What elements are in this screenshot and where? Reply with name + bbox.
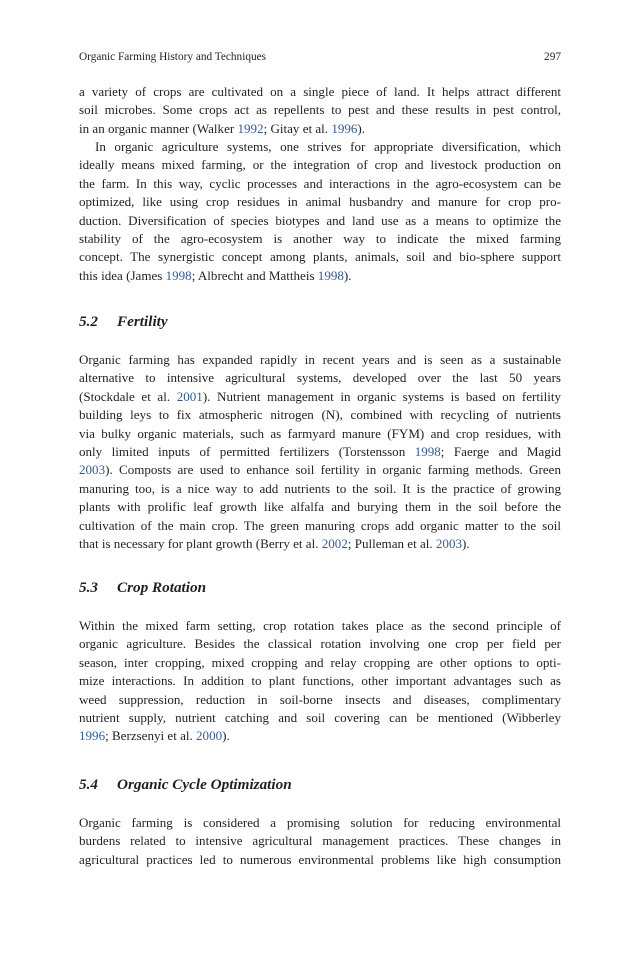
- citation-link[interactable]: 1992: [237, 120, 264, 136]
- text-line: only limited inputs of permitted fertilizers (Torstensson 1998; Faerge and Magid: [79, 443, 561, 459]
- section-number: 5.3: [79, 579, 98, 596]
- citation-link[interactable]: 1998: [414, 443, 441, 459]
- section-title: Fertility: [117, 313, 168, 330]
- text-line: Organic farming is considered a promising solution for reducing environmental: [79, 815, 561, 830]
- text-line: mize interactions. In addition to plant functions, other important advantages such as: [79, 673, 561, 689]
- text-line: agricultural practices led to numerous environmental problems like high consumption: [79, 851, 561, 867]
- paragraph-fertility: [79, 351, 561, 553]
- text-line: in an organic manner (Walker 1992; Gitay et al. 1996).: [79, 120, 366, 136]
- section-number: 5.4: [79, 776, 98, 793]
- citation-link[interactable]: 2003: [79, 462, 106, 478]
- text-line: nutrient supply, nutrient catching and soil covering can be mentioned (Wibberley: [79, 709, 561, 725]
- text-line: that is necessary for plant growth (Berry et al. 2002; Pulleman et al. 2003).: [79, 535, 470, 551]
- text-line: weed suppression, reduction in soil-borne insects and diseases, complimentary: [79, 691, 561, 707]
- running-head-title: Organic Farming History and Techniques: [79, 51, 267, 63]
- citation-link[interactable]: 1998: [165, 267, 192, 283]
- text-line: optimized, like using crop residues in animal husbandry and manure for crop pro-: [79, 194, 561, 210]
- paragraph-crop-rotation: [79, 617, 561, 746]
- text-line: the farm. In this way, cyclic processes and interactions in the agro-ecosystem can be: [79, 175, 561, 191]
- running-head: [79, 51, 561, 63]
- citation-link[interactable]: 1996: [331, 120, 358, 136]
- section-heading-crop-rotation: [79, 578, 206, 598]
- text-line: building leys to fix atmospheric nitrogen (N), combined with recycling of nutrients: [79, 407, 561, 423]
- text-line: duction. Diversification of species biotypes and land use as a means to optimize the: [79, 212, 561, 228]
- text-line: burdens related to intensive agricultural management practices. These changes in: [79, 833, 561, 849]
- citation-link[interactable]: 2001: [176, 388, 203, 404]
- text-line: soil microbes. Some crops act as repellents to pest and these results in pest control,: [79, 102, 561, 118]
- text-line: a variety of crops are cultivated on a single piece of land. It helps attract different: [79, 84, 561, 99]
- text-line: In organic agriculture systems, one strives for appropriate diversification, which: [95, 139, 561, 154]
- citation-link[interactable]: 2003: [435, 535, 462, 551]
- text-line: via bulky organic materials, such as farmyard manure (FYM) and crop residues, with: [79, 425, 561, 441]
- section-heading-organic-cycle: [79, 775, 292, 795]
- paragraph-organic-cycle: [79, 814, 561, 869]
- citation-link[interactable]: 1998: [317, 267, 344, 283]
- text-line: (Stockdale et al. 2001). Nutrient management in organic systems is based on fertility: [79, 388, 561, 404]
- text-line: this idea (James 1998; Albrecht and Mattheis 1998).: [79, 267, 352, 283]
- text-line: Organic farming has expanded rapidly in recent years and is seen as a sustainable: [79, 352, 561, 367]
- section-number: 5.2: [79, 313, 98, 330]
- section-title: Organic Cycle Optimization: [117, 776, 292, 793]
- citation-link[interactable]: 2002: [321, 535, 348, 551]
- section-title: Crop Rotation: [117, 579, 207, 596]
- text-line: stability of the agro-ecosystem is another way to indicate the mixed farming: [79, 230, 561, 246]
- text-line: cultivation of the main crop. The green manuring crops add organic matter to the soil: [79, 517, 561, 533]
- section-heading-fertility: [79, 312, 168, 332]
- paragraph-diversification: [79, 138, 561, 285]
- text-line: organic agriculture. Besides the classical rotation involving one crop per field per: [79, 636, 561, 652]
- text-line: ideally means mixed farming, or the integration of crop and livestock production on: [79, 157, 561, 173]
- text-line: 1996; Berzsenyi et al. 2000).: [79, 728, 230, 744]
- text-line: 2003). Composts are used to enhance soil fertility in organic farming methods. Green: [79, 462, 561, 478]
- citation-link[interactable]: 1996: [79, 728, 106, 744]
- text-line: alternative to intensive agricultural systems, developed over the last 50 years: [79, 370, 561, 386]
- text-line: manuring too, is a nice way to add nutrients to the soil. It is the practice of growing: [79, 480, 561, 496]
- paragraph-intro: [79, 83, 561, 138]
- text-line: plants with prolific leaf growth like alfalfa and burying them in the soil before the: [79, 499, 561, 515]
- text-line: season, inter cropping, mixed cropping and relay cropping are other options to opti-: [79, 654, 561, 670]
- citation-link[interactable]: 2000: [196, 728, 223, 744]
- page-number: 297: [544, 51, 561, 63]
- text-line: concept. The synergistic concept among plants, animals, soil and bio-sphere support: [79, 249, 561, 265]
- text-line: Within the mixed farm setting, crop rotation takes place as the second principle of: [79, 618, 561, 633]
